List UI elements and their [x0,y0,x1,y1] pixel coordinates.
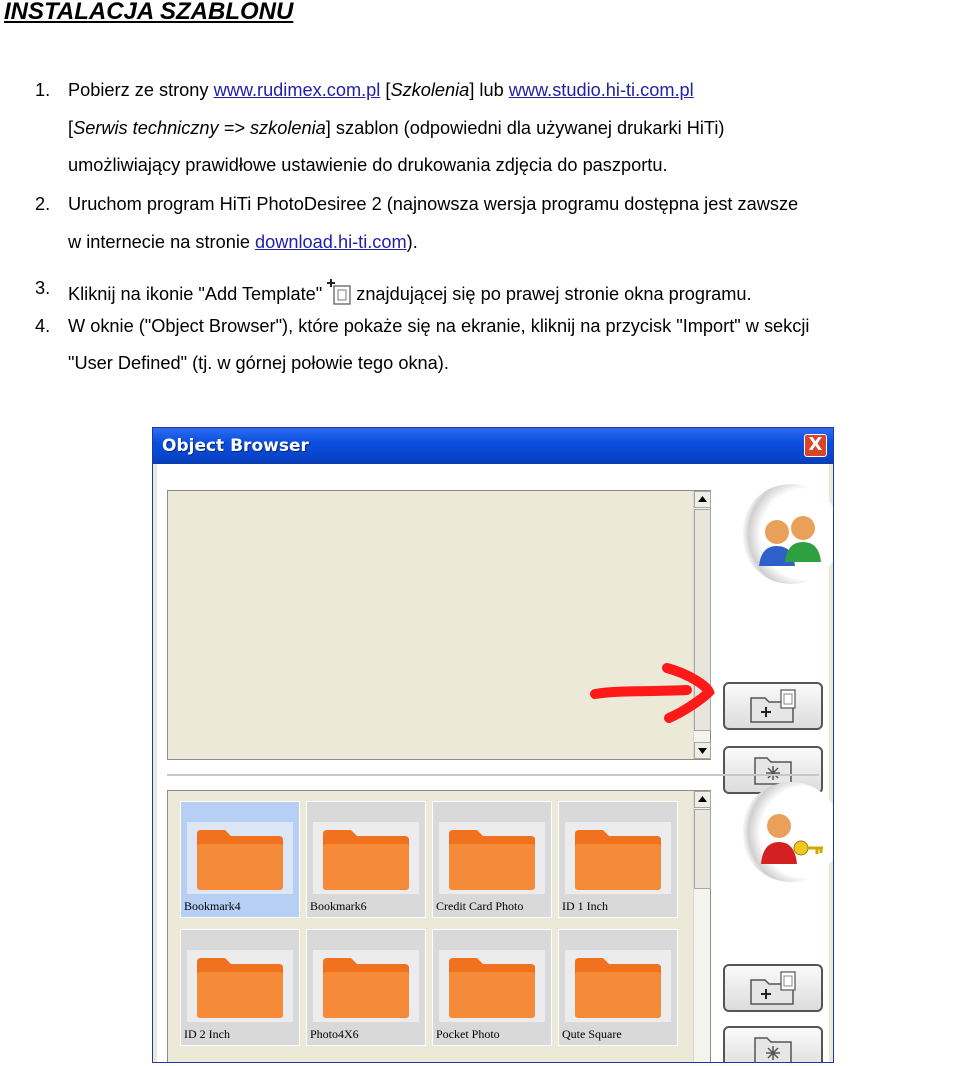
folder-gear-icon [725,1028,821,1063]
step-1-line-2: [Serwis techniczny => szkolenia] szablon (odpowiedni dla używanej drukarki HiTi) [68,118,725,138]
tile-label: ID 2 Inch [184,1027,230,1041]
import-button[interactable] [723,682,823,730]
template-tile[interactable] [432,929,552,1046]
tile-label: Pocket Photo [436,1027,500,1041]
user-key-icon [757,804,827,874]
arrow-down-icon [695,743,710,758]
folder-icon [195,956,285,1020]
studio-hiti-link[interactable]: www.studio.hi-ti.com.pl [508,80,694,100]
red-arrow-icon [589,660,719,724]
close-icon: X [808,434,823,455]
template-tile[interactable] [180,801,300,918]
close-button[interactable] [804,434,827,457]
templates-panel [167,790,711,1063]
step-2-line-1: Uruchom program HiTi PhotoDesiree 2 (najnowsza wersja programu dostępna jest zawsze [68,194,799,214]
object-browser-window [152,427,834,1063]
import-system-button[interactable] [723,964,823,1012]
download-hiti-link[interactable]: download.hi-ti.com [255,232,407,252]
step-3-line-1: Kliknij na ikonie "Add Template" znajdującej się po prawej stronie okna programu. [68,278,752,306]
folder-icon [573,828,663,892]
step-1-line-1: Pobierz ze strony www.rudimex.com.pl [Szkolenia] lub www.studio.hi-ti.com.pl [68,80,694,100]
template-tile[interactable] [558,929,678,1046]
folder-icon [447,956,537,1020]
tile-label: ID 1 Inch [562,899,608,913]
templates-scrollbar[interactable] [693,791,710,1063]
folder-add-icon [725,966,821,1010]
step-2-line-2: w internecie na stronie download.hi-ti.com). [68,232,418,252]
arrow-up-icon [695,792,710,807]
step-4-line-2: "User Defined" (tj. w górnej połowie tego okna). [68,353,449,373]
step-1-line-3: umożliwiający prawidłowe ustawienie do drukowania zdjęcia do paszportu. [68,155,668,175]
window-titlebar[interactable] [153,428,833,464]
step-number: 4. [35,316,51,336]
users-icon [753,508,833,574]
tile-label: Qute Square [562,1027,622,1041]
tile-label: Bookmark6 [310,899,367,913]
page-title: INSTALACJA SZABLONU [4,0,294,25]
arrow-up-icon [695,492,710,507]
tile-label: Photo4X6 [310,1027,359,1041]
scroll-up-button[interactable] [694,791,711,808]
template-tile[interactable] [306,929,426,1046]
folder-settings-system-button[interactable] [723,1026,823,1063]
scroll-up-button[interactable] [694,491,711,508]
folder-icon [195,828,285,892]
scroll-thumb[interactable] [694,809,711,889]
folder-icon [573,956,663,1020]
folder-icon [321,956,411,1020]
add-template-icon [326,278,352,306]
folder-icon [321,828,411,892]
step-number: 3. [35,278,51,298]
template-tile[interactable] [306,801,426,918]
tile-label: Bookmark4 [184,899,241,913]
folder-add-icon [725,684,821,728]
scroll-down-button[interactable] [694,742,711,759]
section-separator [167,774,819,776]
step-number: 1. [35,80,51,100]
rudimex-link[interactable]: www.rudimex.com.pl [213,80,381,100]
step-number: 2. [35,194,51,214]
template-tile[interactable] [558,801,678,918]
window-title: Object Browser [162,436,309,456]
step-4-line-1: W oknie ("Object Browser"), które pokaże się na ekranie, kliknij na przycisk "Import" w sekcji [68,316,810,336]
window-body [157,464,829,1062]
template-tile[interactable] [432,801,552,918]
template-tile[interactable] [180,929,300,1046]
tile-label: Credit Card Photo [436,899,524,913]
folder-icon [447,828,537,892]
